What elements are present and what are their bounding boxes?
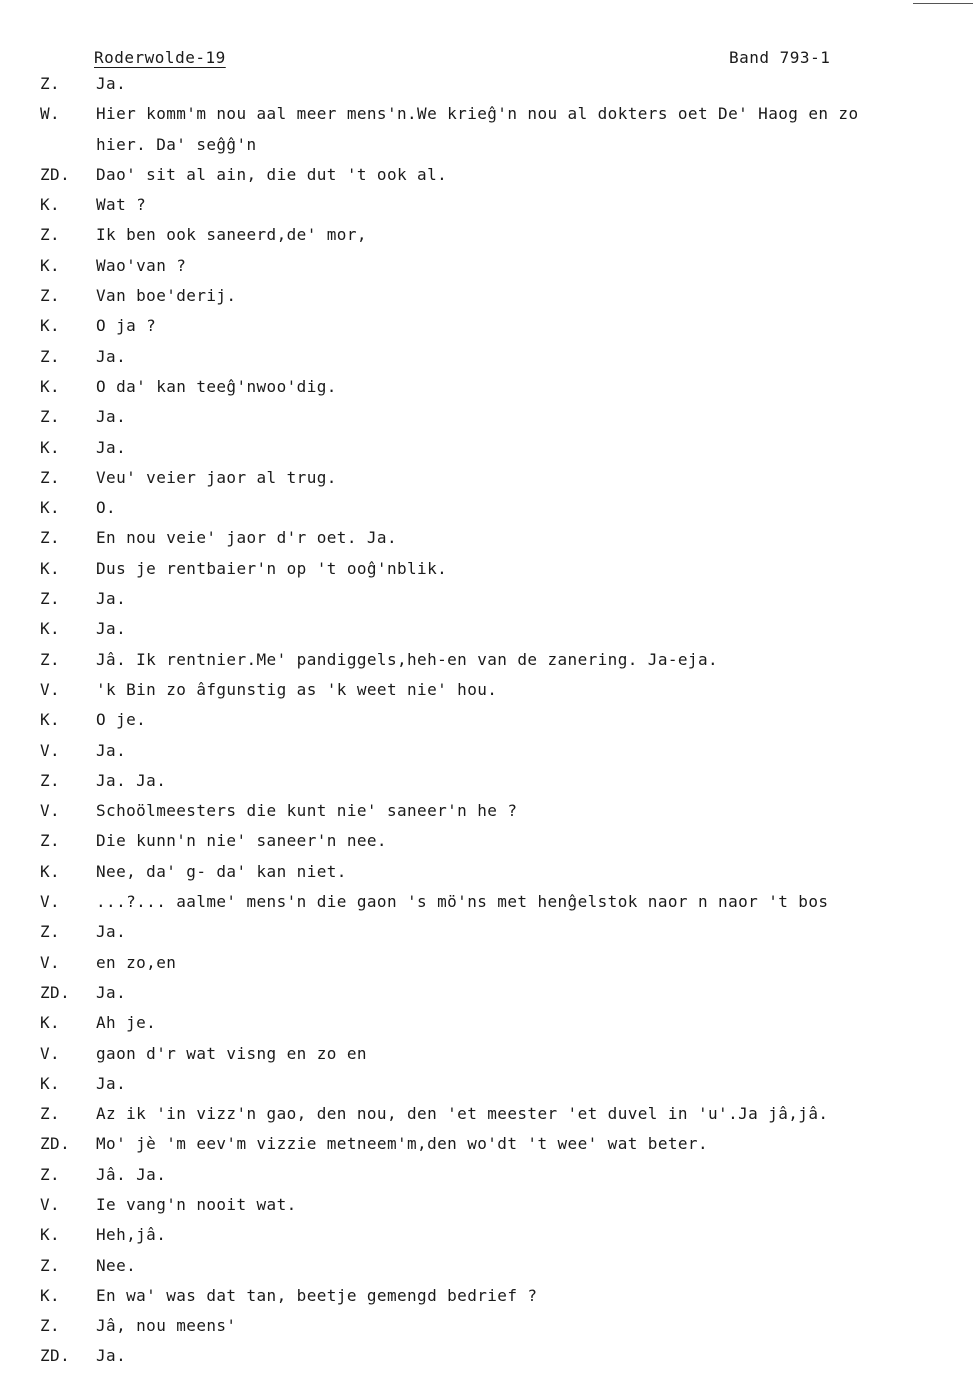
transcript-line bbox=[0, 1074, 973, 1104]
transcript-line bbox=[0, 710, 973, 740]
transcript-line bbox=[0, 407, 973, 437]
transcript-line bbox=[0, 165, 973, 195]
utterance-text: Ja. bbox=[96, 1346, 127, 1366]
speaker-label: K. bbox=[40, 710, 61, 730]
speaker-label: K. bbox=[40, 619, 61, 639]
speaker-label: Z. bbox=[40, 467, 61, 487]
transcript-line bbox=[0, 953, 973, 983]
speaker-label: V. bbox=[40, 892, 61, 912]
speaker-label: Z. bbox=[40, 922, 61, 942]
speaker-label: Z. bbox=[40, 346, 61, 366]
transcript-line bbox=[0, 589, 973, 619]
utterance-text: O da' kan teeĝ'nwoo'dig. bbox=[96, 376, 337, 396]
transcript-line bbox=[0, 1044, 973, 1074]
utterance-text: en zo,en bbox=[96, 952, 177, 972]
transcript-line bbox=[0, 1165, 973, 1195]
utterance-text: Ja. bbox=[96, 346, 127, 366]
speaker-label: K. bbox=[40, 437, 61, 457]
speaker-label: V. bbox=[40, 1194, 61, 1214]
utterance-text: Nee, da' g- da' kan niet. bbox=[96, 861, 347, 881]
speaker-label: K. bbox=[40, 1013, 61, 1033]
transcript-line bbox=[0, 892, 973, 922]
utterance-text: Jâ, nou meens' bbox=[96, 1316, 237, 1336]
transcript-line bbox=[0, 195, 973, 225]
transcript-line bbox=[0, 983, 973, 1013]
transcript-line bbox=[0, 831, 973, 861]
utterance-text: Az ik 'in vizz'n gao, den nou, den 'et meester 'et duvel in 'u'.Ja jâ,jâ. bbox=[96, 1104, 829, 1124]
speaker-label: W. bbox=[40, 104, 61, 124]
transcript-line bbox=[0, 1134, 973, 1164]
speaker-label: ZD. bbox=[40, 1134, 71, 1154]
utterance-text: Heh,jâ. bbox=[96, 1225, 167, 1245]
speaker-label: K. bbox=[40, 1225, 61, 1245]
speaker-label: K. bbox=[40, 376, 61, 396]
utterance-text: Ja. bbox=[96, 589, 127, 609]
transcript-line bbox=[0, 347, 973, 377]
band-number: Band 793-1 bbox=[729, 48, 831, 67]
utterance-text: Ja. bbox=[96, 407, 127, 427]
utterance-text: Dus je rentbaier'n op 't ooĝ'nblik. bbox=[96, 558, 448, 578]
utterance-text: O ja ? bbox=[96, 316, 157, 336]
transcript-line bbox=[0, 225, 973, 255]
speaker-label: K. bbox=[40, 861, 61, 881]
utterance-text: Mo' jè 'm eev'm vizzie metneem'm,den wo'dt 't wee' wat beter. bbox=[96, 1134, 709, 1154]
transcript-line bbox=[0, 1104, 973, 1134]
transcript-line bbox=[0, 104, 973, 134]
utterance-text: Ja. bbox=[96, 74, 127, 93]
transcript-line bbox=[0, 528, 973, 558]
utterance-text: Hier komm'm nou aal meer mens'n.We krieĝ'n nou al dokters oet De' Haog en zo bbox=[96, 104, 859, 124]
speaker-label: K. bbox=[40, 195, 61, 215]
speaker-label: Z. bbox=[40, 74, 61, 93]
utterance-text: Ik ben ook saneerd,de' mor, bbox=[96, 225, 367, 245]
transcript-line bbox=[0, 1346, 973, 1376]
speaker-label: Z. bbox=[40, 286, 61, 306]
document-title: Roderwolde-19 bbox=[94, 48, 226, 67]
utterance-text: Ie vang'n nooit wat. bbox=[96, 1194, 297, 1214]
speaker-label: K. bbox=[40, 498, 61, 518]
utterance-text: O je. bbox=[96, 710, 147, 730]
utterance-text: Ja. Ja. bbox=[96, 770, 167, 790]
utterance-text: Nee. bbox=[96, 1255, 137, 1275]
transcript-line bbox=[0, 1195, 973, 1225]
speaker-label: ZD. bbox=[40, 164, 71, 184]
speaker-label: Z. bbox=[40, 1255, 61, 1275]
transcript-line bbox=[0, 1256, 973, 1286]
transcript-line bbox=[0, 862, 973, 892]
speaker-label: Z. bbox=[40, 407, 61, 427]
speaker-label: Z. bbox=[40, 649, 61, 669]
transcript-line bbox=[0, 1225, 973, 1255]
transcript-line bbox=[0, 74, 973, 104]
speaker-label: Z. bbox=[40, 1316, 61, 1336]
speaker-label: Z. bbox=[40, 831, 61, 851]
transcript-line bbox=[0, 922, 973, 952]
speaker-label: K. bbox=[40, 1073, 61, 1093]
utterance-text: Die kunn'n nie' saneer'n nee. bbox=[96, 831, 387, 851]
utterance-text: En wa' was dat tan, beetje gemengd bedrief ? bbox=[96, 1285, 538, 1305]
speaker-label: K. bbox=[40, 316, 61, 336]
page-edge-mark bbox=[913, 3, 973, 4]
speaker-label: V. bbox=[40, 801, 61, 821]
speaker-label: V. bbox=[40, 679, 61, 699]
speaker-label: Z. bbox=[40, 528, 61, 548]
transcript-line bbox=[0, 559, 973, 589]
transcript-line bbox=[0, 619, 973, 649]
speaker-label: V. bbox=[40, 740, 61, 760]
utterance-text: ...?... aalme' mens'n die gaon 's mö'ns met henĝelstok naor n naor 't bos bbox=[96, 892, 829, 912]
transcript-body bbox=[0, 74, 973, 1377]
utterance-text: Van boe'derij. bbox=[96, 286, 237, 306]
utterance-text: Ah je. bbox=[96, 1013, 157, 1033]
speaker-label: Z. bbox=[40, 1164, 61, 1184]
transcript-line bbox=[0, 650, 973, 680]
transcript-line bbox=[0, 680, 973, 710]
utterance-text: Jâ. Ja. bbox=[96, 1164, 167, 1184]
speaker-label: V. bbox=[40, 1043, 61, 1063]
transcript-line bbox=[0, 1316, 973, 1346]
transcript-line bbox=[0, 468, 973, 498]
utterance-text: Ja. bbox=[96, 619, 127, 639]
transcript-line bbox=[0, 1013, 973, 1043]
transcript-line bbox=[0, 316, 973, 346]
utterance-text: Wat ? bbox=[96, 195, 147, 215]
speaker-label: K. bbox=[40, 255, 61, 275]
transcript-line bbox=[0, 498, 973, 528]
utterance-text: Veu' veier jaor al trug. bbox=[96, 467, 337, 487]
speaker-label: Z. bbox=[40, 589, 61, 609]
transcript-line bbox=[0, 1286, 973, 1316]
utterance-text: Ja. bbox=[96, 982, 127, 1002]
transcript-line bbox=[0, 377, 973, 407]
transcript-line bbox=[0, 438, 973, 468]
speaker-label: Z. bbox=[40, 770, 61, 790]
utterance-text: Ja. bbox=[96, 1073, 127, 1093]
utterance-text: Ja. bbox=[96, 740, 127, 760]
transcript-line bbox=[0, 801, 973, 831]
speaker-label: ZD. bbox=[40, 1346, 71, 1366]
speaker-label: K. bbox=[40, 558, 61, 578]
speaker-label: ZD. bbox=[40, 982, 71, 1002]
utterance-text: Schoölmeesters die kunt nie' saneer'n he ? bbox=[96, 801, 518, 821]
transcript-line bbox=[0, 256, 973, 286]
utterance-text: Ja. bbox=[96, 922, 127, 942]
utterance-text: 'k Bin zo âfgunstig as 'k weet nie' hou. bbox=[96, 679, 498, 699]
transcript-line bbox=[0, 771, 973, 801]
speaker-label: V. bbox=[40, 952, 61, 972]
utterance-text: hier. Da' seĝĝ'n bbox=[96, 134, 257, 154]
utterance-text: Ja. bbox=[96, 437, 127, 457]
speaker-label: Z. bbox=[40, 1104, 61, 1124]
transcript-line bbox=[0, 741, 973, 771]
utterance-text: Jâ. Ik rentnier.Me' pandiggels,heh-en van de zanering. Ja-eja. bbox=[96, 649, 719, 669]
transcript-line bbox=[0, 286, 973, 316]
utterance-text: Wao'van ? bbox=[96, 255, 187, 275]
utterance-text: O. bbox=[96, 498, 117, 518]
utterance-text: En nou veie' jaor d'r oet. Ja. bbox=[96, 528, 397, 548]
transcript-line bbox=[0, 135, 973, 165]
speaker-label: Z. bbox=[40, 225, 61, 245]
utterance-text: gaon d'r wat visng en zo en bbox=[96, 1043, 367, 1063]
utterance-text: Dao' sit al ain, die dut 't ook al. bbox=[96, 164, 448, 184]
speaker-label: K. bbox=[40, 1285, 61, 1305]
